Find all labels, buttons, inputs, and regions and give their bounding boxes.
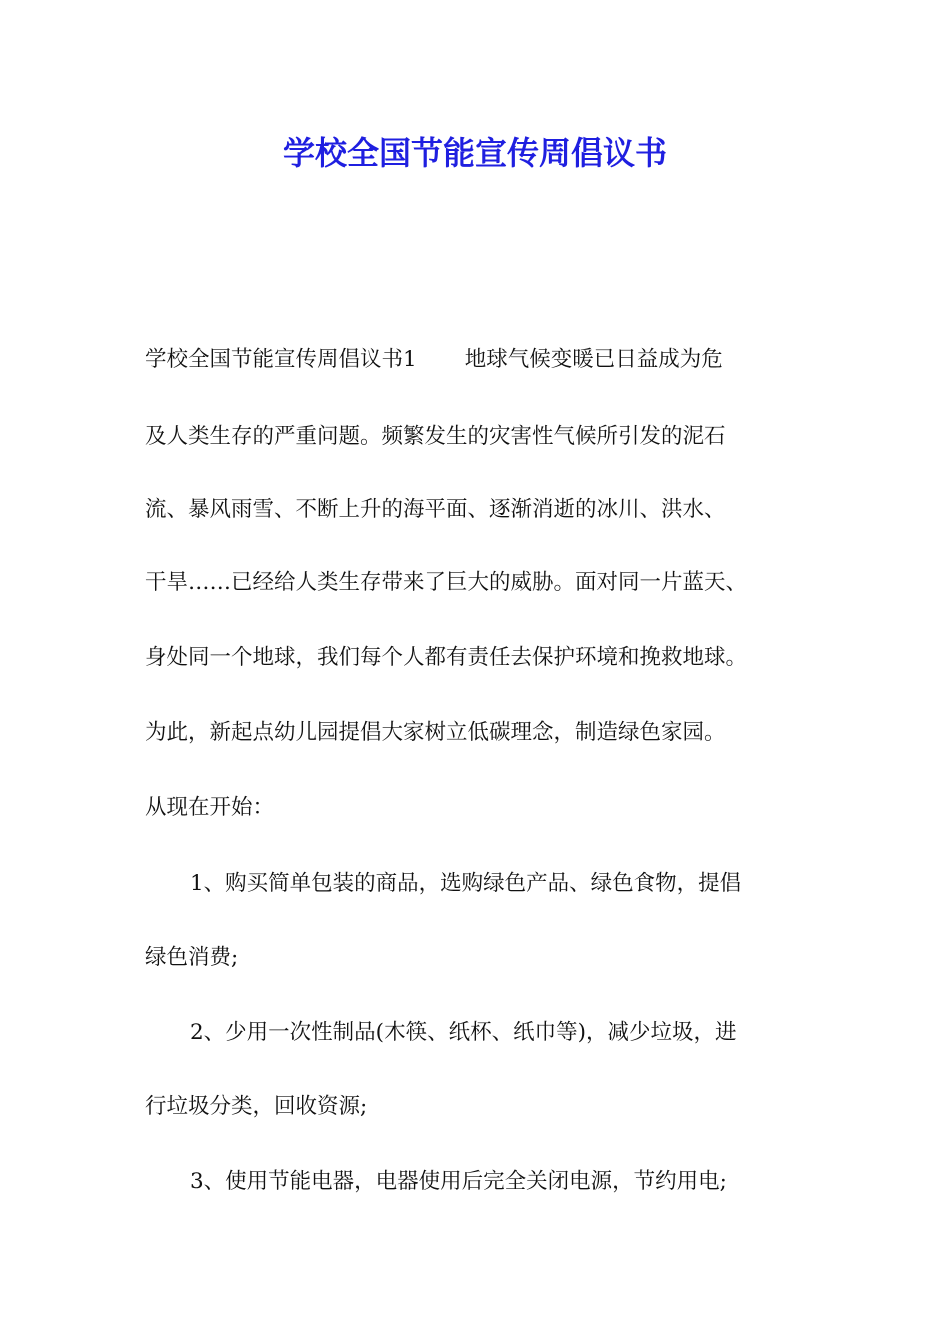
list-item-line: 1、购买简单包装的商品，选购绿色产品、绿色食物，提倡 [190,871,742,896]
list-item-line: 2、少用一次性制品(木筷、纸杯、纸巾等)，减少垃圾，进 [190,1020,737,1045]
paragraph-line: 从现在开始： [145,795,275,820]
list-item-line: 绿色消费; [145,945,239,970]
paragraph-line: 及人类生存的严重问题。频繁发生的灾害性气候所引发的泥石 [145,424,726,449]
paragraph-line: 干旱……已经给人类生存带来了巨大的威胁。面对同一片蓝天、 [145,570,748,595]
paragraph-lead-continuation: 地球气候变暖已日益成为危 [464,347,723,372]
paragraph-line [145,344,723,376]
paragraph-line: 身处同一个地球，我们每个人都有责任去保护环境和挽救地球。 [145,645,748,670]
paragraph-lead: 学校全国节能宣传周倡议书1 [145,347,417,372]
list-item-line: 3、使用节能电器，电器使用后完全关闭电源，节约用电; [190,1169,727,1194]
document-title: 学校全国节能宣传周倡议书 [282,134,667,172]
list-item-line: 行垃圾分类，回收资源; [145,1094,368,1119]
paragraph-line: 为此，新起点幼儿园提倡大家树立低碳理念，制造绿色家园。 [145,720,726,745]
paragraph-line: 流、暴风雨雪、不断上升的海平面、逐渐消逝的冰川、洪水、 [145,497,726,522]
